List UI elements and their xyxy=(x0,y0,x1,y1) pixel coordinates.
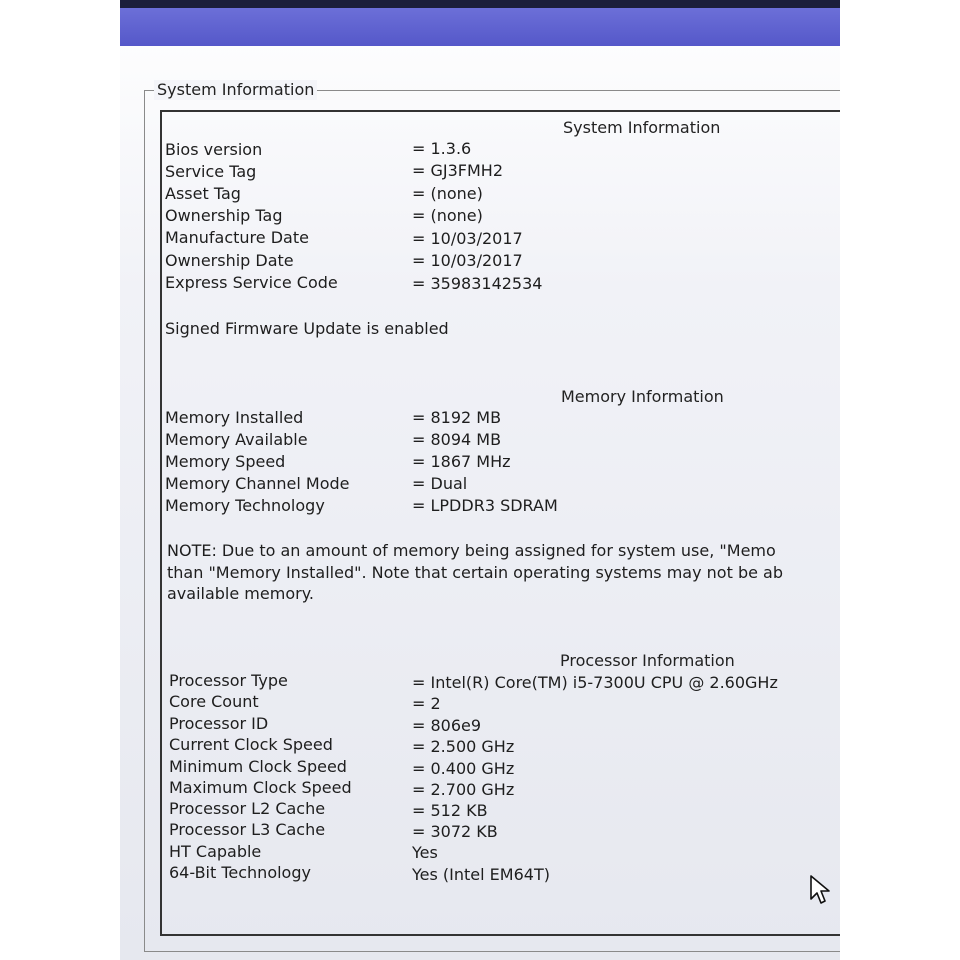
label-memory-channel-mode: Memory Channel Mode xyxy=(165,474,350,493)
value-minimum-clock-speed: = 0.400 GHz xyxy=(412,759,515,778)
value-processor-l3-cache: = 3072 KB xyxy=(412,822,498,841)
label-ownership-tag: Ownership Tag xyxy=(165,206,283,225)
value-processor-l2-cache: = 512 KB xyxy=(412,801,488,820)
label-ownership-date: Ownership Date xyxy=(165,251,294,270)
value-express-service-code: = 35983142534 xyxy=(412,274,543,293)
label-memory-speed: Memory Speed xyxy=(165,452,286,471)
label-processor-type: Processor Type xyxy=(169,671,288,690)
label-express-service-code: Express Service Code xyxy=(165,273,338,292)
value-memory-channel-mode: = Dual xyxy=(412,474,468,493)
value-memory-speed: = 1867 MHz xyxy=(412,452,511,471)
value-processor-id: = 806e9 xyxy=(412,716,482,735)
firmware-note: Signed Firmware Update is enabled xyxy=(165,319,449,338)
memory-note-line: than "Memory Installed". Note that certain operating systems may not be ab xyxy=(167,563,783,582)
value-service-tag: = GJ3FMH2 xyxy=(412,161,504,180)
label-processor-l2-cache: Processor L2 Cache xyxy=(169,799,326,818)
label-processor-id: Processor ID xyxy=(169,714,269,733)
label-bios-version: Bios version xyxy=(165,140,263,159)
label-memory-available: Memory Available xyxy=(165,430,308,449)
value-bios-version: = 1.3.6 xyxy=(412,139,472,158)
label-64-bit-technology: 64-Bit Technology xyxy=(169,863,311,882)
label-core-count: Core Count xyxy=(169,692,259,711)
value-memory-installed: = 8192 MB xyxy=(412,408,502,427)
value-asset-tag: = (none) xyxy=(412,184,483,203)
processor-info-heading: Processor Information xyxy=(560,651,735,670)
label-processor-l3-cache: Processor L3 Cache xyxy=(169,820,326,839)
title-bar xyxy=(120,8,840,46)
group-title: System Information xyxy=(154,80,317,100)
value-manufacture-date: = 10/03/2017 xyxy=(412,229,523,248)
value-memory-technology: = LPDDR3 SDRAM xyxy=(412,496,558,515)
value-core-count: = 2 xyxy=(412,694,441,713)
label-manufacture-date: Manufacture Date xyxy=(165,228,309,247)
value-ht-capable: Yes xyxy=(412,843,438,862)
value-processor-type: = Intel(R) Core(TM) i5-7300U CPU @ 2.60GHz xyxy=(412,673,778,692)
label-minimum-clock-speed: Minimum Clock Speed xyxy=(169,757,347,776)
mouse-pointer-icon xyxy=(810,875,832,907)
value-ownership-tag: = (none) xyxy=(412,206,483,225)
value-ownership-date: = 10/03/2017 xyxy=(412,251,523,270)
memory-note-line: available memory. xyxy=(167,584,314,603)
value-memory-available: = 8094 MB xyxy=(412,430,502,449)
label-current-clock-speed: Current Clock Speed xyxy=(169,735,333,754)
value-64-bit-technology: Yes (Intel EM64T) xyxy=(412,865,550,884)
memory-note-line: NOTE: Due to an amount of memory being assigned for system use, "Memo xyxy=(167,541,776,560)
memory-info-heading: Memory Information xyxy=(561,387,724,406)
label-ht-capable: HT Capable xyxy=(169,842,262,861)
value-current-clock-speed: = 2.500 GHz xyxy=(412,737,515,756)
bios-screen xyxy=(120,0,840,960)
value-maximum-clock-speed: = 2.700 GHz xyxy=(412,780,515,799)
label-memory-technology: Memory Technology xyxy=(165,496,325,515)
label-service-tag: Service Tag xyxy=(165,162,257,181)
label-maximum-clock-speed: Maximum Clock Speed xyxy=(169,778,352,797)
label-asset-tag: Asset Tag xyxy=(165,184,241,203)
system-info-heading: System Information xyxy=(563,118,721,137)
top-bezel-edge xyxy=(120,0,840,8)
label-memory-installed: Memory Installed xyxy=(165,408,304,427)
